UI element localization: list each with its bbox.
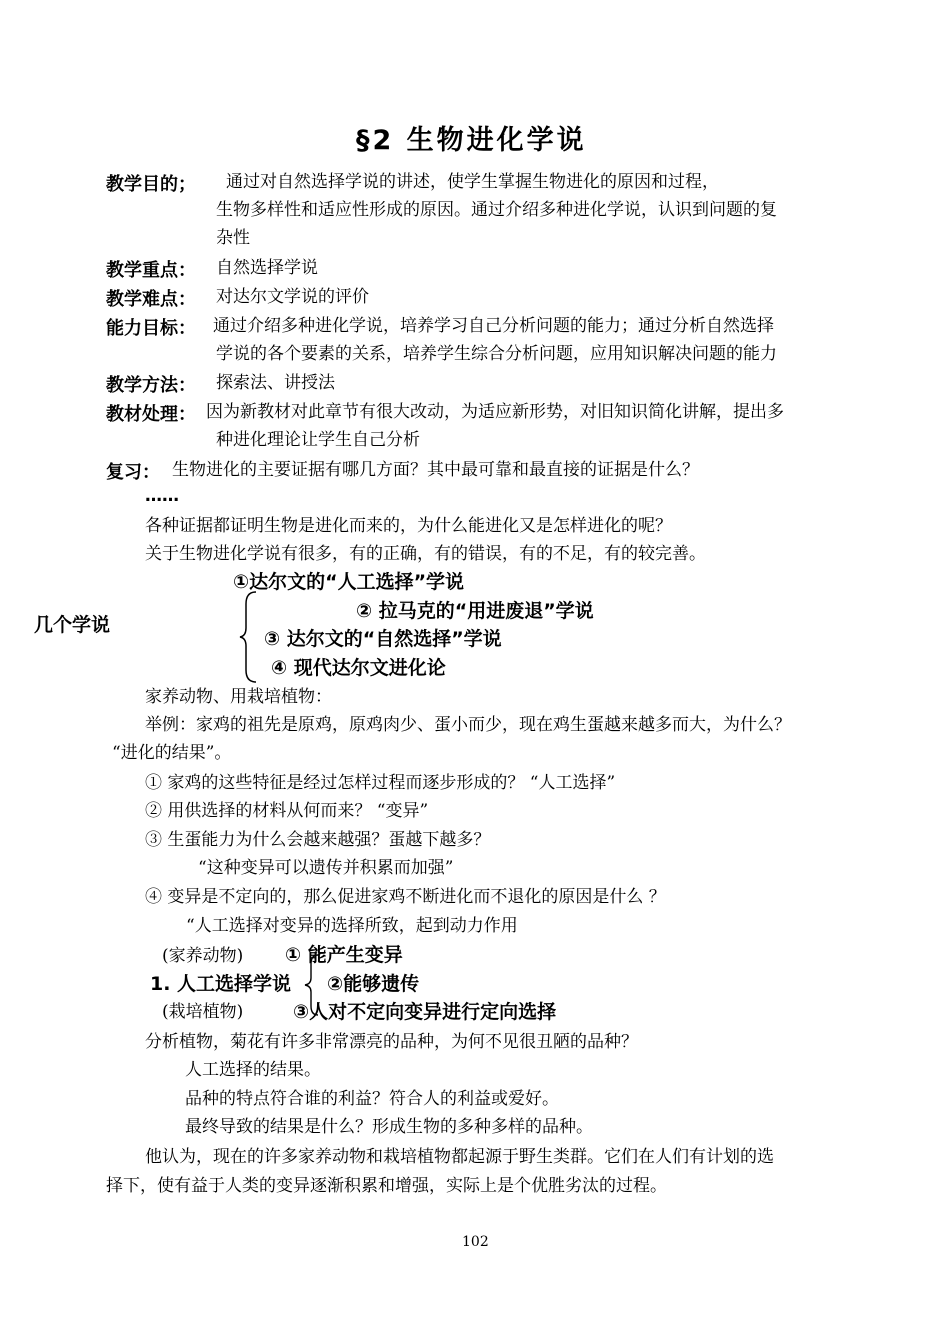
material-line-1: 因为新教材对此章节有很大改动，为适应新形势，对旧知识简化讲解，提出多 [206,402,784,422]
artificial-point-1: ① 能产生变异 [285,944,403,966]
objectives-line-3: 杂性 [216,228,250,248]
review-ellipsis: …… [145,486,179,506]
theory-item-3: ③ 达尔文的“自然选择”学说 [264,628,502,650]
difficulty-label: 教学难点： [106,289,196,310]
difficulty-text: 对达尔文学说的评价 [216,287,369,307]
answer-3: “这种变异可以遗传并积累而加强” [198,858,454,878]
question-3: ③ 生蛋能力为什么会越来越强？蛋越下越多？ [145,830,491,850]
body2-line-4: 最终导致的结果是什么？形成生物的多种多样的品种。 [185,1117,593,1137]
artificial-point-3: ③人对不定向变异进行定向选择 [293,1001,557,1023]
body2-line-2: 人工选择的结果。 [185,1060,321,1080]
ability-line-1: 通过介绍多种进化学说，培养学习自己分析问题的能力；通过分析自然选择 [213,316,774,336]
body2-line-3: 品种的特点符合谁的利益？符合人的利益或爱好。 [185,1089,559,1109]
material-label: 教材处理： [106,404,196,425]
body1-line-1: 家养动物、用栽培植物： [145,687,332,707]
review-label: 复习： [106,462,160,483]
theory-item-4: ④ 现代达尔文进化论 [271,657,446,679]
method-label: 教学方法： [106,375,196,396]
artificial-animals: (家养动物) [162,946,244,966]
method-text: 探索法、讲授法 [216,373,335,393]
page-title: §2 生物进化学说 [356,125,587,156]
theories-brace [238,590,260,685]
answer-4: “人工选择对变异的选择所致，起到动力作用 [186,916,518,936]
artificial-plants: (栽培植物) [162,1002,244,1022]
body1-line-3: “进化的结果”。 [112,743,232,763]
theory-item-2: ② 拉马克的“用进废退”学说 [356,600,594,622]
artificial-point-2: ②能够遗传 [327,973,420,995]
theory-item-1: ①达尔文的“人工选择”学说 [233,571,465,593]
objectives-line-1: 通过对自然选择学说的讲述，使学生掌握生物进化的原因和过程， [226,172,719,192]
intro-line-2: 关于生物进化学说有很多，有的正确，有的错误，有的不足，有的较完善。 [145,544,706,564]
body2-line-5: 他认为，现在的许多家养动物和栽培植物都起源于野生类群。它们在人们有计划的选 [145,1147,774,1167]
ability-label: 能力目标： [106,318,196,339]
body2-line-6: 择下，使有益于人类的变异逐渐积累和增强，实际上是个优胜劣汰的过程。 [106,1176,667,1196]
material-line-2: 种进化理论让学生自己分析 [216,430,420,450]
question-2: ② 用供选择的材料从何而来？ “变异” [145,801,429,821]
ability-line-2: 学说的各个要素的关系，培养学生综合分析问题，应用知识解决问题的能力 [216,344,777,364]
intro-line-1: 各种证据都证明生物是进化而来的，为什么能进化又是怎样进化的呢？ [145,516,672,536]
question-4: ④ 变异是不定向的，那么促进家鸡不断进化而不退化的原因是什么 ？ [145,887,666,907]
question-1: ① 家鸡的这些特征是经过怎样过程而逐步形成的？ “人工选择” [145,773,616,793]
body1-line-2: 举例：家鸡的祖先是原鸡，原鸡肉少、蛋小而少，现在鸡生蛋越来越多而大，为什么？ [145,715,791,735]
key-point-label: 教学重点： [106,260,196,281]
body2-line-1: 分析植物，菊花有许多非常漂亮的品种，为何不见很丑陋的品种？ [145,1032,638,1052]
review-text: 生物进化的主要证据有哪几方面？其中最可靠和最直接的证据是什么？ [172,460,699,480]
artificial-label: 1. 人工选择学说 [150,973,292,995]
key-point-text: 自然选择学说 [216,258,318,278]
objectives-line-2: 生物多样性和适应性形成的原因。通过介绍多种进化学说，认识到问题的复 [216,200,777,220]
objectives-label: 教学目的； [106,174,196,195]
page-number: 102 [462,1234,489,1250]
theories-label: 几个学说 [34,614,111,636]
